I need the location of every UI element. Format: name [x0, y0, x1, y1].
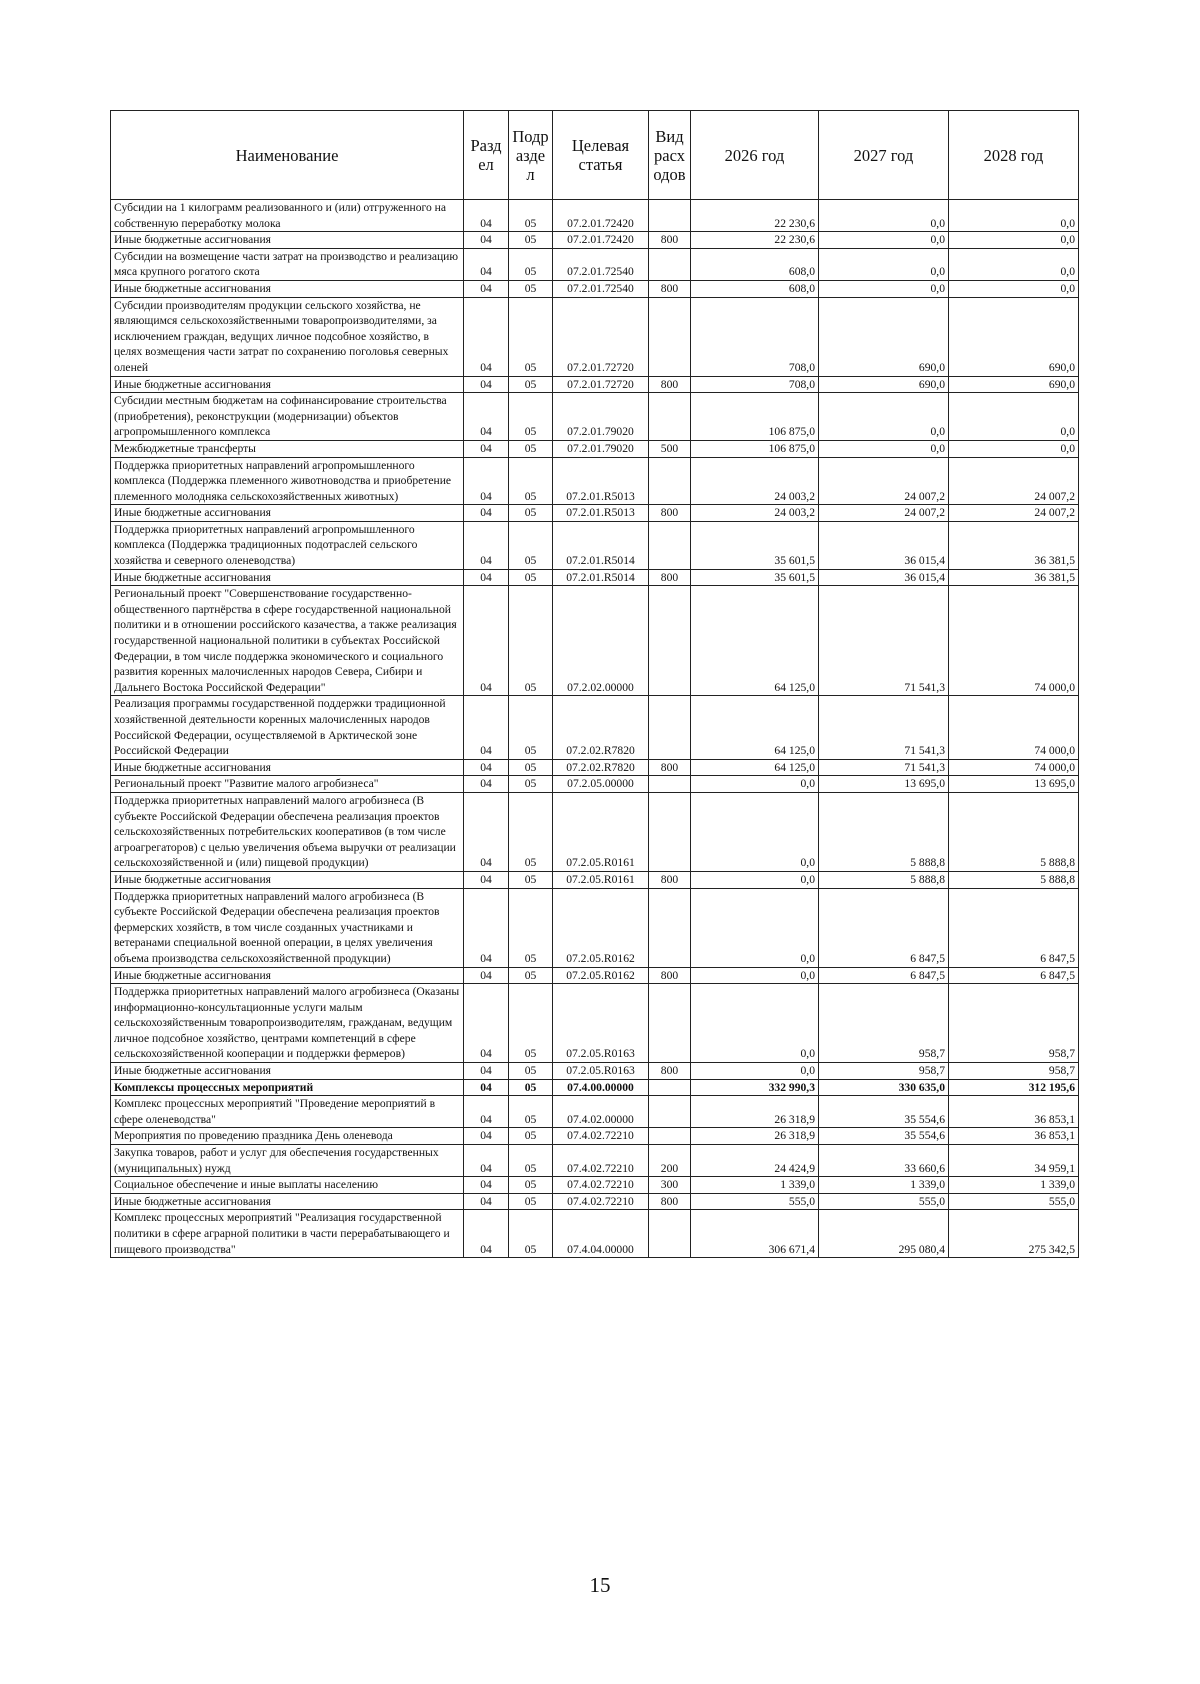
- cell-2026: 35 601,5: [691, 521, 819, 569]
- cell-2028: 275 342,5: [949, 1210, 1079, 1258]
- cell-type: 800: [649, 232, 691, 249]
- table-row: [111, 569, 1079, 586]
- cell-name: Иные бюджетные ассигнования: [111, 1193, 464, 1210]
- cell-2026: 35 601,5: [691, 569, 819, 586]
- cell-type: [649, 792, 691, 871]
- cell-2028: 1 339,0: [949, 1177, 1079, 1194]
- cell-2028: 0,0: [949, 232, 1079, 249]
- cell-subsection: 05: [509, 1210, 553, 1258]
- cell-section: 04: [464, 759, 509, 776]
- cell-type: 800: [649, 759, 691, 776]
- cell-type: [649, 888, 691, 967]
- cell-2027: 0,0: [819, 232, 949, 249]
- table-row: [111, 1063, 1079, 1080]
- cell-2028: 0,0: [949, 280, 1079, 297]
- table-row: [111, 440, 1079, 457]
- table-row: [111, 297, 1079, 376]
- cell-target: 07.2.01.72720: [553, 376, 649, 393]
- cell-2028: 74 000,0: [949, 759, 1079, 776]
- cell-2027: 6 847,5: [819, 888, 949, 967]
- cell-2026: 608,0: [691, 248, 819, 280]
- cell-2027: 0,0: [819, 248, 949, 280]
- cell-name: Комплекс процессных мероприятий "Проведение мероприятий в сфере оленеводства": [111, 1096, 464, 1128]
- cell-2028: 0,0: [949, 248, 1079, 280]
- cell-2027: 330 635,0: [819, 1079, 949, 1096]
- cell-2027: 690,0: [819, 297, 949, 376]
- cell-2028: 34 959,1: [949, 1145, 1079, 1177]
- cell-2026: 0,0: [691, 888, 819, 967]
- cell-subsection: 05: [509, 248, 553, 280]
- cell-target: 07.4.02.00000: [553, 1096, 649, 1128]
- cell-2028: 5 888,8: [949, 871, 1079, 888]
- cell-2026: 64 125,0: [691, 759, 819, 776]
- cell-name: Поддержка приоритетных направлений агропромышленного комплекса (Поддержка традиционных подотраслей сельского хозяйства и северного оленеводства): [111, 521, 464, 569]
- cell-2028: 24 007,2: [949, 505, 1079, 522]
- table-row: [111, 776, 1079, 793]
- table-row: [111, 505, 1079, 522]
- cell-name: Комплекс процессных мероприятий "Реализация государственной политики в сфере аграрной политики в части перерабатывающего и пищевого производства": [111, 1210, 464, 1258]
- cell-2026: 332 990,3: [691, 1079, 819, 1096]
- table-row: [111, 457, 1079, 505]
- table-row: [111, 792, 1079, 871]
- table-row: [111, 888, 1079, 967]
- cell-section: 04: [464, 297, 509, 376]
- cell-section: 04: [464, 457, 509, 505]
- cell-target: 07.2.02.00000: [553, 586, 649, 696]
- cell-2026: 64 125,0: [691, 696, 819, 759]
- cell-2026: 64 125,0: [691, 586, 819, 696]
- cell-2026: 0,0: [691, 984, 819, 1063]
- table-row: [111, 984, 1079, 1063]
- cell-target: 07.2.01.79020: [553, 393, 649, 441]
- cell-2027: 71 541,3: [819, 759, 949, 776]
- cell-target: 07.2.01.R5014: [553, 569, 649, 586]
- cell-2028: 36 381,5: [949, 521, 1079, 569]
- header-section: Разд ел: [464, 111, 509, 200]
- cell-type: [649, 393, 691, 441]
- cell-target: 07.4.04.00000: [553, 1210, 649, 1258]
- cell-2028: 690,0: [949, 297, 1079, 376]
- cell-section: 04: [464, 1128, 509, 1145]
- cell-subsection: 05: [509, 967, 553, 984]
- cell-type: [649, 297, 691, 376]
- cell-2027: 24 007,2: [819, 457, 949, 505]
- cell-2026: 0,0: [691, 1063, 819, 1080]
- cell-2028: 312 195,6: [949, 1079, 1079, 1096]
- cell-name: Субсидии производителям продукции сельского хозяйства, не являющимся сельскохозяйственными товаропроизводителями, за исключением граждан, ведущих личное подсобное хозяйство, в целях возмещения части затрат по сохранению поголовья северных оленей: [111, 297, 464, 376]
- cell-2026: 708,0: [691, 376, 819, 393]
- cell-2027: 958,7: [819, 984, 949, 1063]
- header-2028: 2028 год: [949, 111, 1079, 200]
- cell-2028: 690,0: [949, 376, 1079, 393]
- cell-section: 04: [464, 505, 509, 522]
- cell-name: Иные бюджетные ассигнования: [111, 871, 464, 888]
- cell-section: 04: [464, 1063, 509, 1080]
- cell-2027: 0,0: [819, 393, 949, 441]
- cell-name: Комплексы процессных мероприятий: [111, 1079, 464, 1096]
- cell-section: 04: [464, 440, 509, 457]
- cell-2027: 33 660,6: [819, 1145, 949, 1177]
- cell-type: [649, 1079, 691, 1096]
- cell-subsection: 05: [509, 297, 553, 376]
- cell-2026: 26 318,9: [691, 1096, 819, 1128]
- cell-2027: 1 339,0: [819, 1177, 949, 1194]
- cell-2028: 13 695,0: [949, 776, 1079, 793]
- cell-section: 04: [464, 586, 509, 696]
- cell-subsection: 05: [509, 984, 553, 1063]
- cell-2028: 74 000,0: [949, 586, 1079, 696]
- table-row: [111, 521, 1079, 569]
- cell-2027: 690,0: [819, 376, 949, 393]
- cell-subsection: 05: [509, 696, 553, 759]
- header-subsection: Подр азде л: [509, 111, 553, 200]
- cell-name: Иные бюджетные ассигнования: [111, 232, 464, 249]
- cell-target: 07.2.01.72420: [553, 200, 649, 232]
- cell-2028: 958,7: [949, 1063, 1079, 1080]
- cell-2028: 6 847,5: [949, 888, 1079, 967]
- cell-target: 07.2.05.R0162: [553, 967, 649, 984]
- page-number: 15: [589, 1573, 611, 1597]
- cell-type: 800: [649, 1063, 691, 1080]
- cell-subsection: 05: [509, 586, 553, 696]
- cell-type: 800: [649, 505, 691, 522]
- cell-section: 04: [464, 376, 509, 393]
- cell-name: Закупка товаров, работ и услуг для обеспечения государственных (муниципальных) нужд: [111, 1145, 464, 1177]
- cell-type: 200: [649, 1145, 691, 1177]
- cell-subsection: 05: [509, 1063, 553, 1080]
- cell-type: [649, 586, 691, 696]
- cell-target: 07.4.02.72210: [553, 1128, 649, 1145]
- cell-2026: 24 003,2: [691, 505, 819, 522]
- table-row: [111, 1145, 1079, 1177]
- cell-target: 07.2.01.72540: [553, 280, 649, 297]
- cell-name: Иные бюджетные ассигнования: [111, 280, 464, 297]
- cell-2028: 0,0: [949, 200, 1079, 232]
- cell-section: 04: [464, 696, 509, 759]
- cell-subsection: 05: [509, 792, 553, 871]
- cell-2028: 6 847,5: [949, 967, 1079, 984]
- budget-table: [110, 110, 1079, 1258]
- cell-2026: 555,0: [691, 1193, 819, 1210]
- cell-2028: 36 381,5: [949, 569, 1079, 586]
- cell-subsection: 05: [509, 871, 553, 888]
- cell-2026: 1 339,0: [691, 1177, 819, 1194]
- table-row: [111, 200, 1079, 232]
- cell-name: Субсидии на 1 килограмм реализованного и (или) отгруженного на собственную переработку молока: [111, 200, 464, 232]
- cell-target: 07.4.00.00000: [553, 1079, 649, 1096]
- cell-section: 04: [464, 232, 509, 249]
- cell-2027: 36 015,4: [819, 569, 949, 586]
- cell-type: 800: [649, 967, 691, 984]
- table-row: [111, 1193, 1079, 1210]
- cell-target: 07.2.05.R0162: [553, 888, 649, 967]
- cell-target: 07.4.02.72210: [553, 1193, 649, 1210]
- cell-2027: 295 080,4: [819, 1210, 949, 1258]
- cell-2028: 74 000,0: [949, 696, 1079, 759]
- cell-name: Региональный проект "Развитие малого агробизнеса": [111, 776, 464, 793]
- cell-2027: 35 554,6: [819, 1128, 949, 1145]
- cell-name: Поддержка приоритетных направлений агропромышленного комплекса (Поддержка племенного животноводства и приобретение племенного молодняка сельскохозяйственных животных): [111, 457, 464, 505]
- cell-2026: 24 003,2: [691, 457, 819, 505]
- cell-2026: 106 875,0: [691, 440, 819, 457]
- cell-target: 07.2.01.72420: [553, 232, 649, 249]
- table-row: [111, 871, 1079, 888]
- cell-2027: 0,0: [819, 280, 949, 297]
- cell-2027: 36 015,4: [819, 521, 949, 569]
- table-row: [111, 232, 1079, 249]
- header-target: Целевая статья: [553, 111, 649, 200]
- cell-section: 04: [464, 871, 509, 888]
- cell-section: 04: [464, 1145, 509, 1177]
- cell-target: 07.2.05.R0161: [553, 792, 649, 871]
- cell-target: 07.2.05.R0163: [553, 1063, 649, 1080]
- table-row: [111, 1128, 1079, 1145]
- cell-2026: 0,0: [691, 776, 819, 793]
- cell-2026: 0,0: [691, 792, 819, 871]
- cell-section: 04: [464, 792, 509, 871]
- cell-type: 500: [649, 440, 691, 457]
- cell-name: Социальное обеспечение и иные выплаты населению: [111, 1177, 464, 1194]
- cell-2027: 5 888,8: [819, 792, 949, 871]
- cell-type: [649, 457, 691, 505]
- cell-subsection: 05: [509, 232, 553, 249]
- cell-2026: 26 318,9: [691, 1128, 819, 1145]
- cell-target: 07.2.05.R0161: [553, 871, 649, 888]
- cell-type: [649, 521, 691, 569]
- cell-target: 07.2.05.00000: [553, 776, 649, 793]
- cell-name: Иные бюджетные ассигнования: [111, 759, 464, 776]
- cell-2027: 71 541,3: [819, 696, 949, 759]
- cell-subsection: 05: [509, 1193, 553, 1210]
- cell-section: 04: [464, 200, 509, 232]
- table-row: [111, 248, 1079, 280]
- cell-2028: 555,0: [949, 1193, 1079, 1210]
- cell-subsection: 05: [509, 759, 553, 776]
- cell-name: Иные бюджетные ассигнования: [111, 1063, 464, 1080]
- cell-2027: 958,7: [819, 1063, 949, 1080]
- cell-type: [649, 248, 691, 280]
- cell-subsection: 05: [509, 1079, 553, 1096]
- cell-target: 07.2.01.72540: [553, 248, 649, 280]
- cell-type: 300: [649, 1177, 691, 1194]
- cell-subsection: 05: [509, 200, 553, 232]
- header-2027: 2027 год: [819, 111, 949, 200]
- cell-name: Иные бюджетные ассигнования: [111, 569, 464, 586]
- cell-section: 04: [464, 248, 509, 280]
- table-row: [111, 586, 1079, 696]
- cell-2027: 24 007,2: [819, 505, 949, 522]
- cell-2028: 36 853,1: [949, 1128, 1079, 1145]
- cell-target: 07.4.02.72210: [553, 1177, 649, 1194]
- cell-2028: 5 888,8: [949, 792, 1079, 871]
- cell-type: [649, 1210, 691, 1258]
- table-header-row: [111, 111, 1079, 200]
- cell-target: 07.2.05.R0163: [553, 984, 649, 1063]
- cell-2027: 0,0: [819, 200, 949, 232]
- table-row: [111, 376, 1079, 393]
- cell-2027: 35 554,6: [819, 1096, 949, 1128]
- cell-type: [649, 200, 691, 232]
- cell-2028: 0,0: [949, 440, 1079, 457]
- cell-2027: 0,0: [819, 440, 949, 457]
- cell-type: [649, 776, 691, 793]
- cell-subsection: 05: [509, 1177, 553, 1194]
- cell-section: 04: [464, 967, 509, 984]
- cell-target: 07.2.01.79020: [553, 440, 649, 457]
- table-row: [111, 967, 1079, 984]
- cell-type: 800: [649, 376, 691, 393]
- cell-target: 07.2.01.R5013: [553, 457, 649, 505]
- cell-section: 04: [464, 1079, 509, 1096]
- cell-name: Межбюджетные трансферты: [111, 440, 464, 457]
- cell-section: 04: [464, 1096, 509, 1128]
- table-row: [111, 280, 1079, 297]
- cell-name: Поддержка приоритетных направлений малого агробизнеса (В субъекте Российской Федерации обеспечена реализация проектов фермерских хозяйств, в том числе созданных участниками и ветеранами специальной военной операции, в целях увеличения объема производства сельскохозяйственной продукции): [111, 888, 464, 967]
- cell-subsection: 05: [509, 1128, 553, 1145]
- cell-subsection: 05: [509, 1145, 553, 1177]
- cell-2026: 608,0: [691, 280, 819, 297]
- cell-target: 07.2.02.R7820: [553, 759, 649, 776]
- cell-2027: 71 541,3: [819, 586, 949, 696]
- cell-2027: 13 695,0: [819, 776, 949, 793]
- cell-2026: 0,0: [691, 871, 819, 888]
- cell-name: Субсидии на возмещение части затрат на производство и реализацию мяса крупного рогатого скота: [111, 248, 464, 280]
- cell-2028: 24 007,2: [949, 457, 1079, 505]
- cell-subsection: 05: [509, 376, 553, 393]
- cell-section: 04: [464, 984, 509, 1063]
- cell-type: 800: [649, 569, 691, 586]
- cell-section: 04: [464, 393, 509, 441]
- cell-name: Иные бюджетные ассигнования: [111, 505, 464, 522]
- cell-section: 04: [464, 569, 509, 586]
- cell-subsection: 05: [509, 505, 553, 522]
- cell-2026: 0,0: [691, 967, 819, 984]
- cell-2028: 0,0: [949, 393, 1079, 441]
- cell-2026: 24 424,9: [691, 1145, 819, 1177]
- cell-name: Иные бюджетные ассигнования: [111, 967, 464, 984]
- cell-type: [649, 984, 691, 1063]
- cell-subsection: 05: [509, 888, 553, 967]
- cell-subsection: 05: [509, 440, 553, 457]
- cell-subsection: 05: [509, 1096, 553, 1128]
- table-row: [111, 759, 1079, 776]
- header-2026: 2026 год: [691, 111, 819, 200]
- cell-name: Мероприятия по проведению праздника День оленевода: [111, 1128, 464, 1145]
- cell-2026: 106 875,0: [691, 393, 819, 441]
- cell-subsection: 05: [509, 776, 553, 793]
- table-row: [111, 696, 1079, 759]
- cell-type: 800: [649, 871, 691, 888]
- cell-subsection: 05: [509, 457, 553, 505]
- cell-type: [649, 1128, 691, 1145]
- cell-subsection: 05: [509, 393, 553, 441]
- cell-type: [649, 696, 691, 759]
- cell-subsection: 05: [509, 569, 553, 586]
- cell-section: 04: [464, 1210, 509, 1258]
- cell-subsection: 05: [509, 521, 553, 569]
- cell-2028: 958,7: [949, 984, 1079, 1063]
- cell-2026: 22 230,6: [691, 200, 819, 232]
- cell-name: Поддержка приоритетных направлений малого агробизнеса (В субъекте Российской Федерации обеспечена реализация проектов сельскохозяйственных потребительских кооперативов (в том числе агроагрегаторов) с целью увеличения объема выручки от реализации сельскохозяйственной и (или) пищевой продукции): [111, 792, 464, 871]
- table-row: [111, 1079, 1079, 1096]
- table-row: [111, 1177, 1079, 1194]
- table-row: [111, 1210, 1079, 1258]
- cell-section: 04: [464, 1177, 509, 1194]
- cell-name: Иные бюджетные ассигнования: [111, 376, 464, 393]
- cell-target: 07.2.01.R5013: [553, 505, 649, 522]
- cell-target: 07.2.02.R7820: [553, 696, 649, 759]
- cell-section: 04: [464, 280, 509, 297]
- cell-target: 07.2.01.R5014: [553, 521, 649, 569]
- header-name: Наименование: [111, 111, 464, 200]
- cell-section: 04: [464, 1193, 509, 1210]
- cell-name: Субсидии местным бюджетам на софинансирование строительства (приобретения), реконструкции (модернизации) объектов агропромышленного комплекса: [111, 393, 464, 441]
- cell-2026: 306 671,4: [691, 1210, 819, 1258]
- cell-type: 800: [649, 280, 691, 297]
- cell-2026: 708,0: [691, 297, 819, 376]
- cell-section: 04: [464, 888, 509, 967]
- cell-2028: 36 853,1: [949, 1096, 1079, 1128]
- cell-name: Региональный проект "Совершенствование государственно-общественного партнёрства в сфере государственной национальной политики и в отношении российского казачества, а также реализация государственной национальной политики в субъектах Российской Федерации, в том числе поддержка экономического и социального развития коренных малочисленных народов Севера, Сибири и Дальнего Востока Российской Федерации": [111, 586, 464, 696]
- cell-type: [649, 1096, 691, 1128]
- cell-target: 07.4.02.72210: [553, 1145, 649, 1177]
- cell-target: 07.2.01.72720: [553, 297, 649, 376]
- cell-2026: 22 230,6: [691, 232, 819, 249]
- cell-2027: 555,0: [819, 1193, 949, 1210]
- cell-subsection: 05: [509, 280, 553, 297]
- cell-section: 04: [464, 521, 509, 569]
- cell-type: 800: [649, 1193, 691, 1210]
- cell-name: Реализация программы государственной поддержки традиционной хозяйственной деятельности коренных малочисленных народов Российской Федерации, осуществляемой в Арктической зоне Российской Федерации: [111, 696, 464, 759]
- cell-2027: 6 847,5: [819, 967, 949, 984]
- cell-name: Поддержка приоритетных направлений малого агробизнеса (Оказаны информационно-консультационные услуги малым сельскохозяйственным товаропроизводителям, гражданам, ведущим личное подсобное хозяйство, центрами компетенций в сфере сельскохозяйственной кооперации и поддержки фермеров): [111, 984, 464, 1063]
- cell-section: 04: [464, 776, 509, 793]
- header-type: Вид расх одов: [649, 111, 691, 200]
- table-row: [111, 393, 1079, 441]
- table-row: [111, 1096, 1079, 1128]
- cell-2027: 5 888,8: [819, 871, 949, 888]
